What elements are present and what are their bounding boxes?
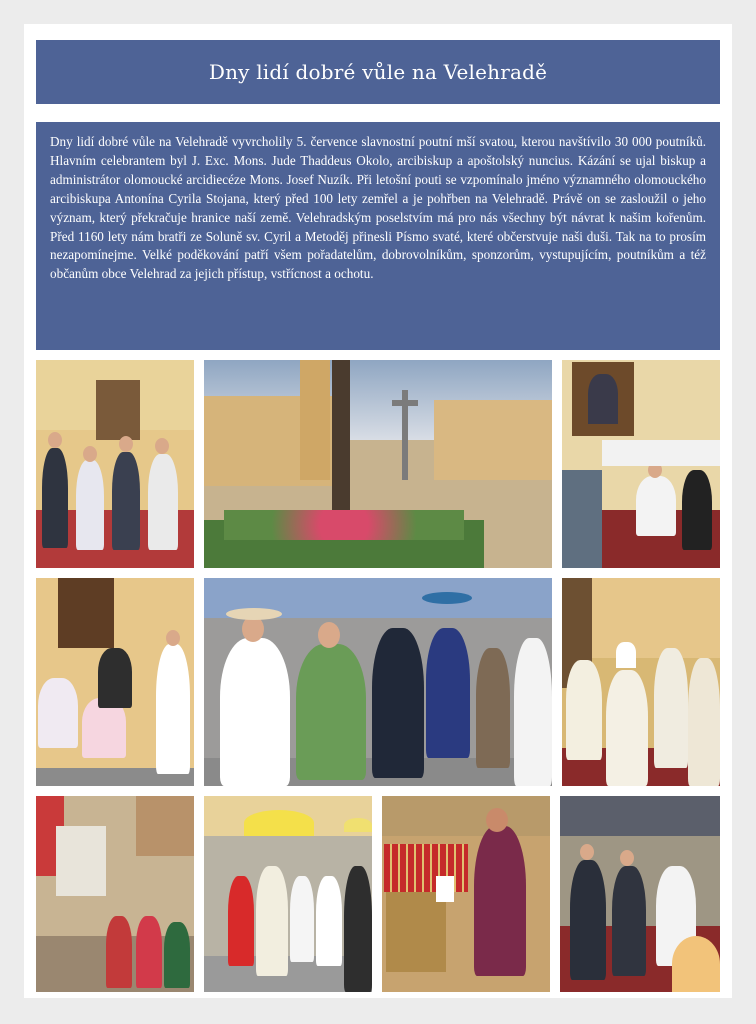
photo-umbrella-procession <box>204 796 372 992</box>
photo-guests-in-suits <box>560 796 720 992</box>
title-banner <box>36 40 720 104</box>
photo-bishops-in-vestments <box>562 578 720 786</box>
photo-group-guests <box>204 578 552 786</box>
photo-candles-woman <box>382 796 550 992</box>
article-text-box <box>36 122 720 350</box>
photo-children-in-costumes <box>36 578 194 786</box>
photo-velehrad-square-cross <box>204 360 552 568</box>
photo-dignitaries-on-steps <box>36 360 194 568</box>
photo-folk-costumes-icon <box>562 360 720 568</box>
page-title: Dny lidí dobré vůle na Velehradě <box>208 60 548 84</box>
page <box>24 24 732 998</box>
article-body: Dny lidí dobré vůle na Velehradě vyvrcholily 5. července slavnostní poutní mší svatou, kterou navštívilo 30 000 poutníků. Hlavním celebrantem byl J. Exc. Mons. Jude Thaddeus Okolo, arcibiskup a apoštolský nuncius. Kázání se ujal biskup a administrátor olomoucké arcidiecéze Mons. Josef Nuzík. Při letošní pouti se vzpomínalo jméno významného olomouckého arcibiskupa Antonína Cyrila Stojana, který před 100 lety zemřel a je pohřben na Velehradě. Právě on se zasloužil o jeho význam, který překračuje hranice naší země. Velehradským poselstvím má pro nás všechny být návrat k našim kořenům. Před 1160 lety nám bratři ze Soluně sv. Cyril a Metoděj přinesli Písmo svaté, které občerstvuje naši duši. Tak na to prosím nezapomínejme. Velké poděkování patří všem pořadatelům, dobrovolníkům, sponzorům, vystupujícím, poutníkům a též občanům obce Velehrad za jejich přístup, vstřícnost a ochotu. <box>50 134 706 282</box>
photo-basilica-interior-statues <box>36 796 194 992</box>
